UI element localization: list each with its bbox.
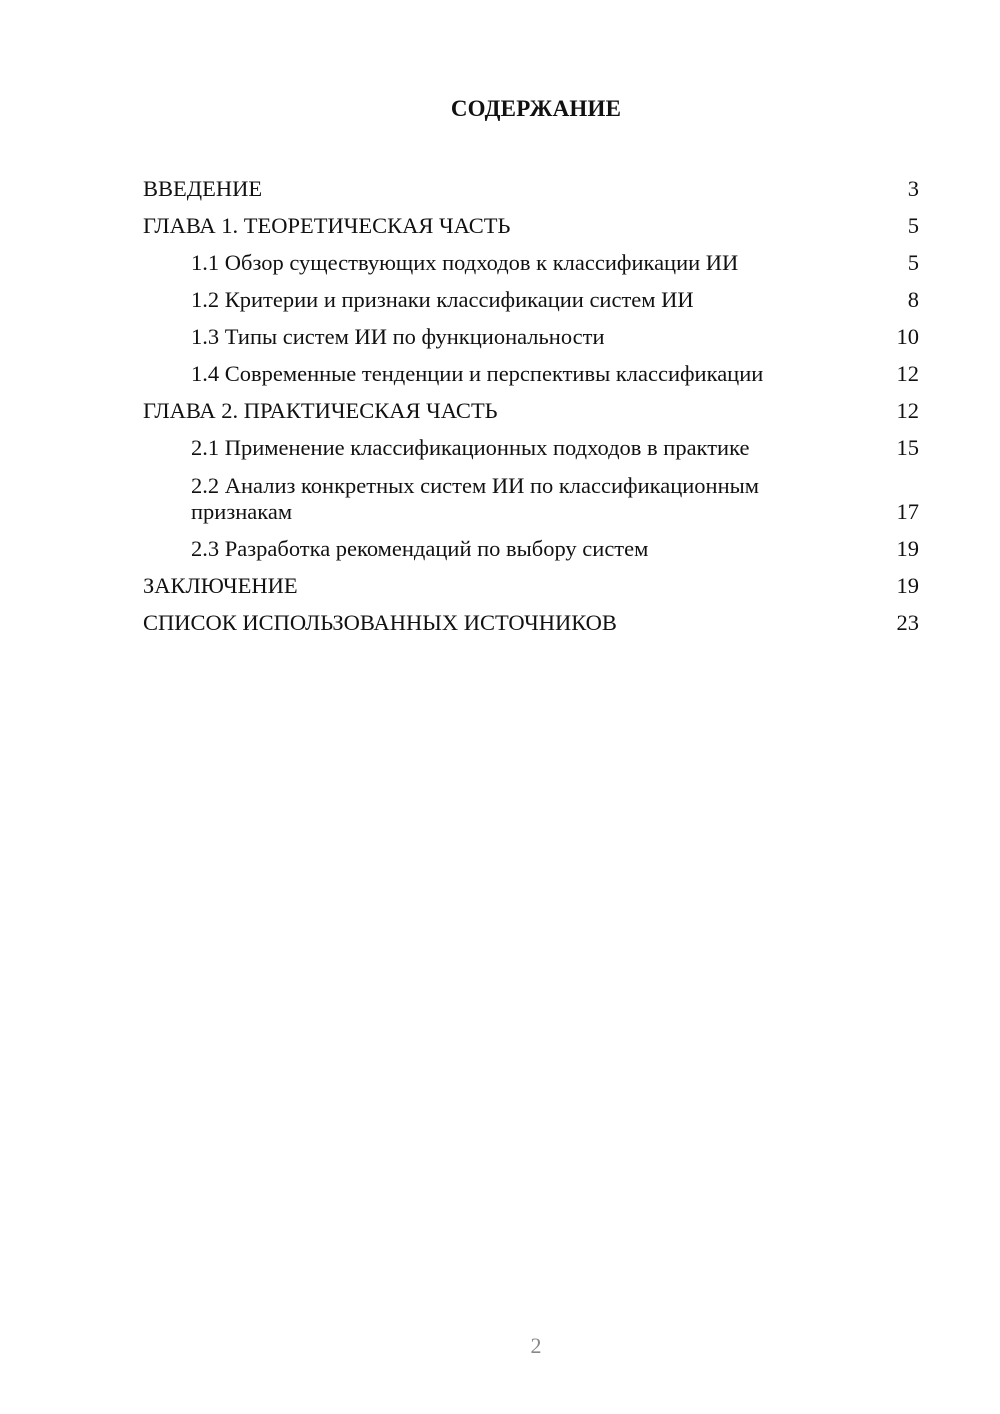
table-of-contents bbox=[143, 170, 919, 641]
toc-entry-section-1-2 bbox=[143, 281, 919, 318]
toc-entry-text: 1.4 Современные тенденции и перспективы классификации bbox=[191, 361, 764, 386]
toc-entry-page: 3 bbox=[907, 176, 919, 201]
toc-entry-text: 2.3 Разработка рекомендаций по выбору систем bbox=[191, 536, 649, 561]
toc-entry-page: 5 bbox=[907, 250, 919, 275]
toc-entry-text: 1.2 Критерии и признаки классификации систем ИИ bbox=[191, 287, 694, 312]
toc-entry-references bbox=[143, 604, 919, 641]
toc-entry-page: 12 bbox=[896, 361, 919, 386]
toc-entry-section-1-3 bbox=[143, 318, 919, 355]
toc-entry-section-2-1 bbox=[143, 429, 919, 466]
toc-entry-page: 19 bbox=[896, 573, 919, 598]
toc-entry-text: ГЛАВА 1. ТЕОРЕТИЧЕСКАЯ ЧАСТЬ bbox=[143, 213, 511, 238]
toc-entry-text: СПИСОК ИСПОЛЬЗОВАННЫХ ИСТОЧНИКОВ bbox=[143, 610, 617, 635]
toc-entry-text: 1.3 Типы систем ИИ по функциональности bbox=[191, 324, 605, 349]
toc-entry-text: 1.1 Обзор существующих подходов к классификации ИИ bbox=[191, 250, 739, 275]
toc-entry-page: 19 bbox=[896, 536, 919, 561]
toc-entry-text: ВВЕДЕНИЕ bbox=[143, 176, 263, 201]
toc-entry-page: 5 bbox=[907, 213, 919, 238]
toc-entry-chapter-2 bbox=[143, 392, 919, 429]
toc-entry-text: 2.2 Анализ конкретных систем ИИ по классификационным признакам bbox=[191, 473, 759, 524]
toc-entry-introduction bbox=[143, 170, 919, 207]
toc-title: СОДЕРЖАНИЕ bbox=[450, 96, 622, 121]
toc-entry-text: 2.1 Применение классификационных подходов в практике bbox=[191, 435, 750, 460]
toc-entry-page: 12 bbox=[896, 398, 919, 423]
toc-entry-text: ЗАКЛЮЧЕНИЕ bbox=[143, 573, 298, 598]
toc-entry-page: 15 bbox=[896, 435, 919, 460]
page-number: 2 bbox=[530, 1333, 542, 1358]
toc-entry-section-1-4 bbox=[143, 355, 919, 392]
toc-entry-text: ГЛАВА 2. ПРАКТИЧЕСКАЯ ЧАСТЬ bbox=[143, 398, 498, 423]
toc-entry-conclusion bbox=[143, 567, 919, 604]
toc-entry-page: 17 bbox=[896, 499, 919, 524]
toc-entry-page: 8 bbox=[907, 287, 919, 312]
toc-entry-page: 23 bbox=[896, 610, 919, 635]
toc-entry-section-1-1 bbox=[143, 244, 919, 281]
toc-entry-section-2-2 bbox=[143, 466, 919, 530]
toc-entry-section-2-3 bbox=[143, 530, 919, 567]
toc-entry-page: 10 bbox=[896, 324, 919, 349]
toc-entry-chapter-1 bbox=[143, 207, 919, 244]
